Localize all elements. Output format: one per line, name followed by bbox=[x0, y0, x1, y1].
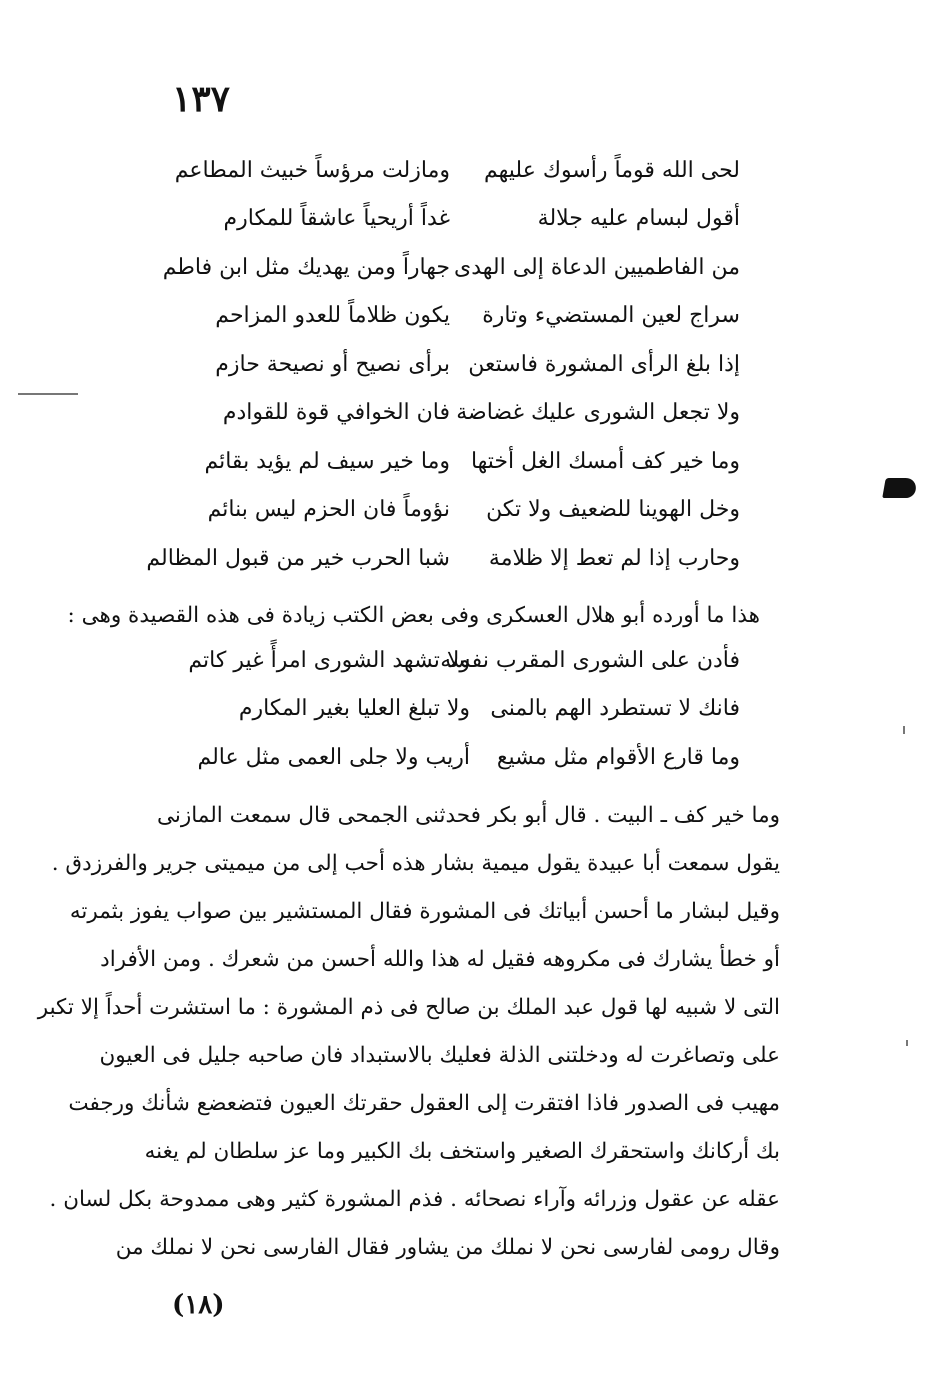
verse-second-hemistich: وما خير سيف لم يؤيد بقائم bbox=[204, 448, 450, 474]
verse-second-hemistich: ولا تشهد الشورى امرأً غير كاتم bbox=[188, 647, 470, 673]
prose-line: بك أركانك واستحقرك الصغير واستخف بك الكبير وما عز سلطان لم يغنه bbox=[144, 1139, 780, 1164]
verse-second-hemistich: يكون ظلاماً للعدو المزاحم bbox=[215, 303, 450, 329]
verse-first-hemistich: وخل الهوينا للضعيف ولا تكن bbox=[486, 497, 740, 523]
verse-second-hemistich: ومازلت مرؤساً خبيث المطاعم bbox=[174, 157, 450, 183]
verse-second-hemistich: جهاراً ومن يهديك مثل ابن فاطم bbox=[162, 254, 450, 280]
verse-second-hemistich: برأى نصيح أو نصيحة حازم bbox=[215, 351, 450, 377]
verse-second-hemistich: شبا الحرب خير من قبول المظالم bbox=[146, 545, 450, 571]
verse-second-hemistich: أريب ولا جلى العمى مثل عالم bbox=[197, 744, 470, 770]
signature-number: (١٨) bbox=[172, 1290, 225, 1320]
prose-line: وقال رومى لفارسى نحن لا نملك من يشاور فقال الفارسى نحن لا نملك من bbox=[115, 1235, 780, 1260]
verse-line bbox=[180, 340, 740, 389]
verse-line bbox=[146, 534, 740, 583]
verse-line bbox=[174, 146, 740, 195]
verse-line bbox=[180, 389, 740, 438]
margin-ink-mark bbox=[882, 478, 918, 498]
scan-speck bbox=[18, 393, 78, 395]
verse-line bbox=[188, 636, 740, 685]
verse-second-hemistich: فان الخوافي قوة للقوادم bbox=[222, 400, 450, 426]
verse-first-hemistich: فانك لا تستطرد الهم بالمنى bbox=[490, 696, 740, 722]
page-number: ١٣٧ bbox=[172, 78, 231, 120]
verse-line bbox=[180, 195, 740, 244]
poem-verses-part1 bbox=[146, 146, 740, 583]
verse-first-hemistich: وما قارع الأقوام مثل مشيع bbox=[496, 744, 740, 770]
verse-line bbox=[197, 733, 740, 782]
verse-second-hemistich: نؤوماً فان الحزم ليس بنائم bbox=[207, 497, 450, 523]
verse-first-hemistich: سراج لعين المستضيء وتارة bbox=[482, 303, 740, 329]
prose-line: يقول سمعت أبا عبيدة يقول ميمية بشار هذه أحب إلى من ميميتى جرير والفرزدق . bbox=[51, 851, 780, 876]
prose-line: وما خير كف ـ البيت . قال أبو بكر فحدثنى الجمحى قال سمعت المازنى bbox=[156, 803, 780, 828]
verse-first-hemistich: ولا تجعل الشورى عليك غضاضة bbox=[456, 400, 740, 426]
verse-first-hemistich: إذا بلغ الرأى المشورة فاستعن bbox=[468, 351, 740, 377]
verse-first-hemistich: وما خير كف أمسك الغل أختها bbox=[470, 448, 740, 474]
verse-line bbox=[180, 292, 740, 341]
verse-first-hemistich: لحى الله قوماً رأسوك عليهم bbox=[484, 157, 740, 183]
verse-first-hemistich: أقول لبسام عليه جلالة bbox=[537, 206, 740, 232]
prose-line: مهيب فى الصدور فاذا افتقرت إلى العقول حقرتك العيون فتضعضع شأنك ورجفت bbox=[68, 1091, 780, 1116]
scan-speck bbox=[906, 1040, 908, 1046]
verse-second-hemistich: ولا تبلغ العليا بغير المكارم bbox=[238, 696, 470, 722]
verse-first-hemistich: وحارب إذا لم تعط إلا ظلامة bbox=[488, 545, 740, 571]
verse-line bbox=[180, 437, 740, 486]
prose-line: عقله عن عقول وزرائه وآراء نصحائه . فذم المشورة كثير وهى ممدوحة بكل لسان . bbox=[49, 1187, 780, 1212]
intro-paragraph: هذا ما أورده أبو هلال العسكرى وفى بعض الكتب زيادة فى هذه القصيدة وهى : bbox=[67, 603, 760, 628]
prose-line: أو خطأ يشارك فى مكروهه فقيل له هذا والله أحسن من شعرك . ومن الأفراد bbox=[100, 947, 780, 972]
verse-second-hemistich: غداً أريحياً عاشقاً للمكارم bbox=[223, 206, 450, 232]
verse-first-hemistich: من الفاطميين الدعاة إلى الهدى bbox=[454, 254, 740, 280]
prose-body bbox=[37, 792, 780, 1272]
verse-first-hemistich: فأدن على الشورى المقرب نفسه bbox=[440, 647, 740, 673]
prose-line: وقيل لبشار ما أحسن أبياتك فى المشورة فقال المستشير بين صواب يفوز بثمرته bbox=[69, 899, 780, 924]
scan-speck bbox=[903, 726, 905, 734]
poem-verses-part2 bbox=[188, 636, 740, 782]
verse-line bbox=[162, 243, 740, 292]
prose-line: على وتصاغرت له ودخلتنى الذلة فعليك بالاستبداد فان صاحبه جليل فى العيون bbox=[99, 1043, 780, 1068]
verse-line bbox=[200, 685, 740, 734]
prose-line: التى لا شبيه لها قول عبد الملك بن صالح فى ذم المشورة : ما استشرت أحداً إلا تكبر bbox=[37, 995, 780, 1020]
verse-line bbox=[180, 486, 740, 535]
